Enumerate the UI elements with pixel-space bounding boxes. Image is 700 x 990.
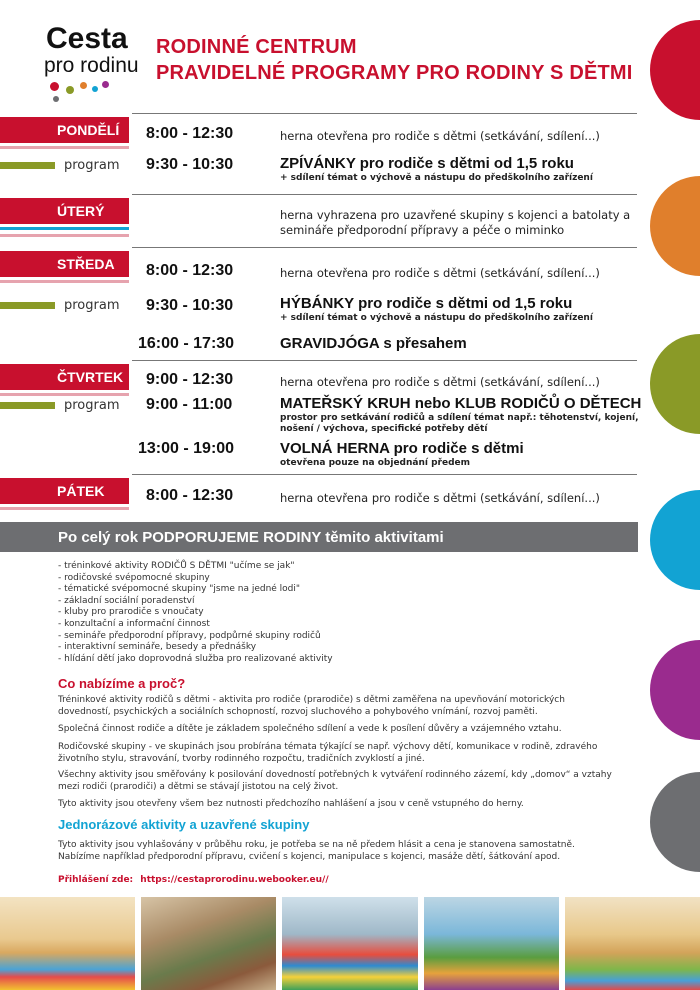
decor-circle-cyan (650, 490, 700, 590)
paragraph: Tyto aktivity jsou otevřeny všem bez nutnosti předchozího nahlášení a jsou v ceně vstupného do herny. (58, 799, 524, 809)
photo-parents-babies (424, 897, 559, 990)
list-item: - rodičovské svépomocné skupiny (58, 572, 210, 583)
decor-circle-gray (650, 772, 700, 872)
program-title: HÝBÁNKY pro rodiče s dětmi od 1,5 roku (280, 295, 573, 312)
list-item: - semináře předporodní přípravy, podpůrné skupiny rodičů (58, 630, 321, 641)
page-subtitle: PRAVIDELNÉ PROGRAMY PRO RODINY S DĚTMI (156, 62, 633, 84)
divider-line (132, 360, 637, 361)
logo-line1: Cesta (46, 22, 128, 55)
time-slot: 9:30 - 10:30 (146, 297, 234, 314)
divider-line (132, 474, 637, 475)
oneoff-heading: Jednorázové aktivity a uzavřené skupiny (58, 817, 310, 832)
program-marker (0, 302, 55, 309)
list-item: - základní sociální poradenství (58, 595, 195, 606)
logo-dot-cyan (92, 86, 98, 92)
activity-text: semináře předporodní přípravy a péče o miminko (280, 223, 565, 237)
divider-line (132, 247, 637, 248)
program-label: program (64, 158, 120, 173)
logo-line2: pro rodinu (44, 54, 139, 77)
program-title: VOLNÁ HERNA pro rodiče s dětmi (280, 440, 524, 457)
photo-playroom-empty (565, 897, 700, 990)
list-item: - hlídání dětí jako doprovodná služba pro realizované aktivity (58, 653, 333, 664)
program-note: nošení / výchova, specifické potřeby dětí (280, 424, 488, 434)
program-label: program (64, 298, 120, 313)
day-tab-tuesday (0, 198, 129, 224)
logo (44, 24, 144, 100)
time-slot: 8:00 - 12:30 (146, 262, 234, 279)
activity-text: herna otevřena pro rodiče s dětmi (setkávání, sdílení...) (280, 375, 600, 389)
day-stripe-pink (0, 234, 129, 237)
photo-strip (0, 897, 700, 990)
program-marker (0, 402, 55, 409)
day-stripe (0, 146, 129, 149)
time-slot: 9:00 - 11:00 (146, 396, 233, 413)
registration-label: Přihlášení zde: (58, 875, 134, 885)
page-title: RODINNÉ CENTRUM (156, 36, 357, 58)
day-label: PÁTEK (57, 483, 105, 499)
decor-circle-orange (650, 176, 700, 276)
logo-dot-purple (102, 81, 109, 88)
day-tab-friday (0, 478, 129, 504)
program-marker (0, 162, 55, 169)
logo-dot-red (50, 82, 59, 91)
time-slot: 8:00 - 12:30 (146, 487, 234, 504)
day-stripe (0, 280, 129, 283)
program-label: program (64, 398, 120, 413)
day-tab-monday (0, 117, 129, 143)
day-stripe (0, 393, 129, 396)
program-title: ZPÍVÁNKY pro rodiče s dětmi od 1,5 roku (280, 155, 574, 172)
decor-circle-purple (650, 640, 700, 740)
day-stripe-cyan (0, 227, 129, 230)
activity-list (58, 561, 333, 665)
decor-circle-olive (650, 334, 700, 434)
activity-text: herna otevřena pro rodiče s dětmi (setkávání, sdílení...) (280, 129, 600, 143)
list-item: - tématické svépomocné skupiny "jsme na jedné lodi" (58, 584, 301, 595)
time-slot: 8:00 - 12:30 (146, 125, 234, 142)
divider-line (132, 194, 637, 195)
activity-text: herna otevřena pro rodiče s dětmi (setkávání, sdílení...) (280, 491, 600, 505)
registration-link[interactable]: https://cestaprorodinu.webooker.eu// (140, 875, 329, 885)
logo-dot-gray (53, 96, 59, 102)
activity-text: herna otevřena pro rodiče s dětmi (setkávání, sdílení...) (280, 266, 600, 280)
support-heading-band (0, 522, 638, 552)
activity-text: herna vyhrazena pro uzavřené skupiny s kojenci a batolaty a (280, 208, 631, 222)
day-label: STŘEDA (57, 256, 115, 272)
registration-line (58, 875, 329, 885)
day-label: PONDĚLÍ (57, 122, 120, 138)
paragraph: Všechny aktivity jsou směřovány k posilování dovedností potřebných k vytváření rodinného zázemí, kdy „domov“ a vztahy mezi rodiči (prarodiči) a dětmi se stávají jistotou na celý život. (58, 770, 612, 792)
list-item: - tréninkové aktivity RODIČŮ S DĚTMI "učíme se jak" (58, 561, 295, 571)
why-heading: Co nabízíme a proč? (58, 676, 186, 691)
logo-dot-olive (66, 86, 74, 94)
program-note: prostor pro setkávání rodičů a sdílení témat např.: těhotenství, kojení, (280, 413, 639, 423)
program-note: + sdílení témat o výchově a nástupu do předškolního zařízení (280, 173, 593, 183)
logo-dot-orange (80, 82, 87, 89)
paragraph: Tréninkové aktivity rodičů s dětmi - aktivita pro rodiče (prarodiče) s dětmi zaměřena na upevňování motorických dovedností, psychických a sociálních schopností, rozvoj sluchového a pohybového vnímání, rozvoj paměti. (58, 695, 565, 717)
photo-parachute-game (282, 897, 417, 990)
time-slot: 13:00 - 19:00 (138, 440, 235, 457)
day-tab-wednesday (0, 251, 129, 277)
decor-circle-red (650, 20, 700, 120)
photo-playroom-balls (0, 897, 135, 990)
time-slot: 9:00 - 12:30 (146, 371, 234, 388)
paragraph: Tyto aktivity jsou vyhlašovány v průběhu roku, je potřeba se na ně předem hlásit a cena je stanovena samostatně. Nabízíme například předporodní přípravu, cvičení s kojenci, manipulace s kojenci, masáže dětí, šátkování apod. (58, 840, 575, 862)
program-title: GRAVIDJÓGA s přesahem (280, 335, 467, 352)
day-label: ČTVRTEK (57, 369, 124, 385)
day-tab-thursday (0, 364, 129, 390)
list-item: - interaktivní semináře, besedy a přednášky (58, 642, 257, 653)
list-item: - kluby pro prarodiče s vnoučaty (58, 607, 204, 618)
day-stripe (0, 507, 129, 510)
support-heading: Po celý rok PODPORUJEME RODINY těmito aktivitami (58, 528, 444, 546)
paragraph: Rodičovské skupiny - ve skupinách jsou probírána témata týkající se např. výchovy dětí, komunikace v rodině, zdravého životního stylu, stravování, tvorby rodinného rozpočtu, tradičních zvyklostí a jiné. (58, 742, 598, 764)
time-slot: 9:30 - 10:30 (146, 156, 234, 173)
day-label: ÚTERÝ (57, 203, 105, 219)
paragraph: Společná činnost rodiče a dítěte je základem společného sdílení a vede k posílení důvěry a vzájemného vztahu. (58, 724, 562, 734)
time-slot: 16:00 - 17:30 (138, 335, 235, 352)
list-item: - konzultační a informační činnost (58, 618, 210, 629)
program-note: + sdílení témat o výchově a nástupu do předškolního zařízení (280, 313, 593, 323)
program-note: otevřena pouze na objednání předem (280, 458, 471, 468)
divider-line (132, 113, 637, 114)
photo-children-group (141, 897, 276, 990)
program-title: MATEŘSKÝ KRUH nebo KLUB RODIČŮ O DĚTECH (280, 395, 642, 412)
